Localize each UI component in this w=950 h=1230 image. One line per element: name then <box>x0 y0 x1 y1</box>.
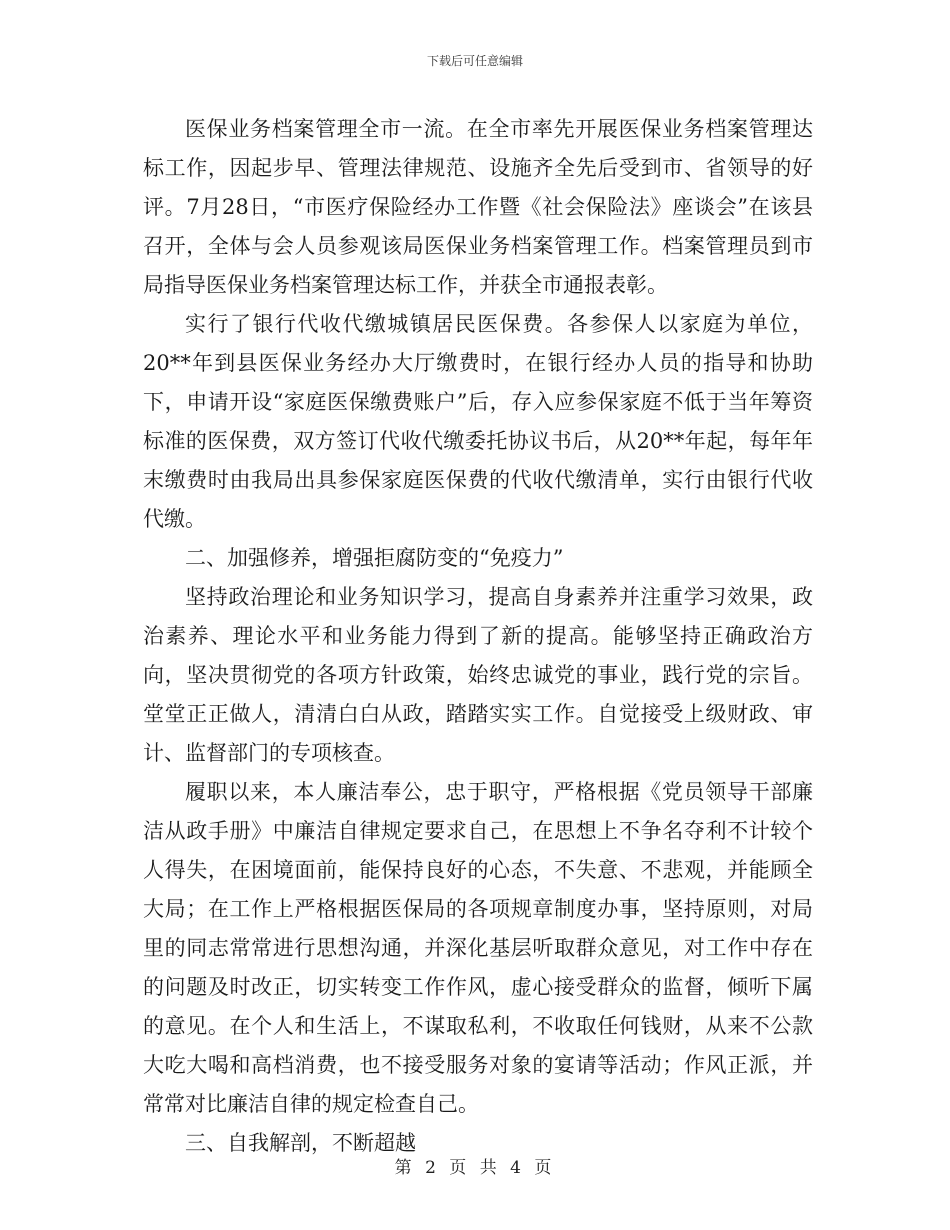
document-body <box>143 110 813 1163</box>
paragraph-archive-management: 医保业务档案管理全市一流。在全市率先开展医保业务档案管理达标工作，因起步早、管理法律规范、设施齐全先后受到市、省领导的好评。7月28日，“市医疗保险经办工作暨《社会保险法》座谈会”在该县召开，全体与会人员参观该局医保业务档案管理工作。档案管理员到市局指导医保业务档案管理达标工作，并获全市通报表彰。 <box>143 117 813 297</box>
paragraph-integrity: 履职以来，本人廉洁奉公，忠于职守，严格根据《党员领导干部廉洁从政手册》中廉洁自律规定要求自己，在思想上不争名夺利不计较个人得失，在困境面前，能保持良好的心态，不失意、不悲观，并能顾全大局；在工作上严格根据医保局的各项规章制度办事，坚持原则，对局里的同志常常进行思想沟通，并深化基层听取群众意见，对工作中存在的问题及时改正，切实转变工作作风，虚心接受群众的监督，倾听下属的意见。在个人和生活上，不谋取私利，不收取任何钱财，从来不公款大吃大喝和高档消费，也不接受服务对象的宴请等活动；作风正派，并常常对比廉洁自律的规定检查自己。 <box>143 780 813 1116</box>
paragraph-bank-collection: 实行了银行代收代缴城镇居民医保费。各参保人以家庭为单位，20**年到县医保业务经办大厅缴费时，在银行经办人员的指导和协助下，申请开设“家庭医保缴费账户”后，存入应参保家庭不低于当年筹资标准的医保费，双方签订代收代缴委托协议书后，从20**年起，每年年末缴费时由我局出具参保家庭医保费的代收代缴清单，实行由银行代收代缴。 <box>143 312 813 531</box>
section-heading-2: 二、加强修养，增强拒腐防变的“免疫力” <box>185 546 564 570</box>
paragraph-study: 坚持政治理论和业务知识学习，提高自身素养并注重学习效果，政治素养、理论水平和业务能力得到了新的提高。能够坚持正确政治方向，坚决贯彻党的各项方针政策，始终忠诚党的事业，践行党的宗旨。堂堂正正做人，清清白白从政，踏踏实实工作。自觉接受上级财政、审计、监督部门的专项核查。 <box>143 585 813 765</box>
section-heading-3: 三、自我解剖，不断超越 <box>185 1131 416 1155</box>
page-footer: 第 2 页 共 4 页 <box>394 1158 556 1178</box>
page-header: 下载后可任意编辑 <box>426 54 523 68</box>
